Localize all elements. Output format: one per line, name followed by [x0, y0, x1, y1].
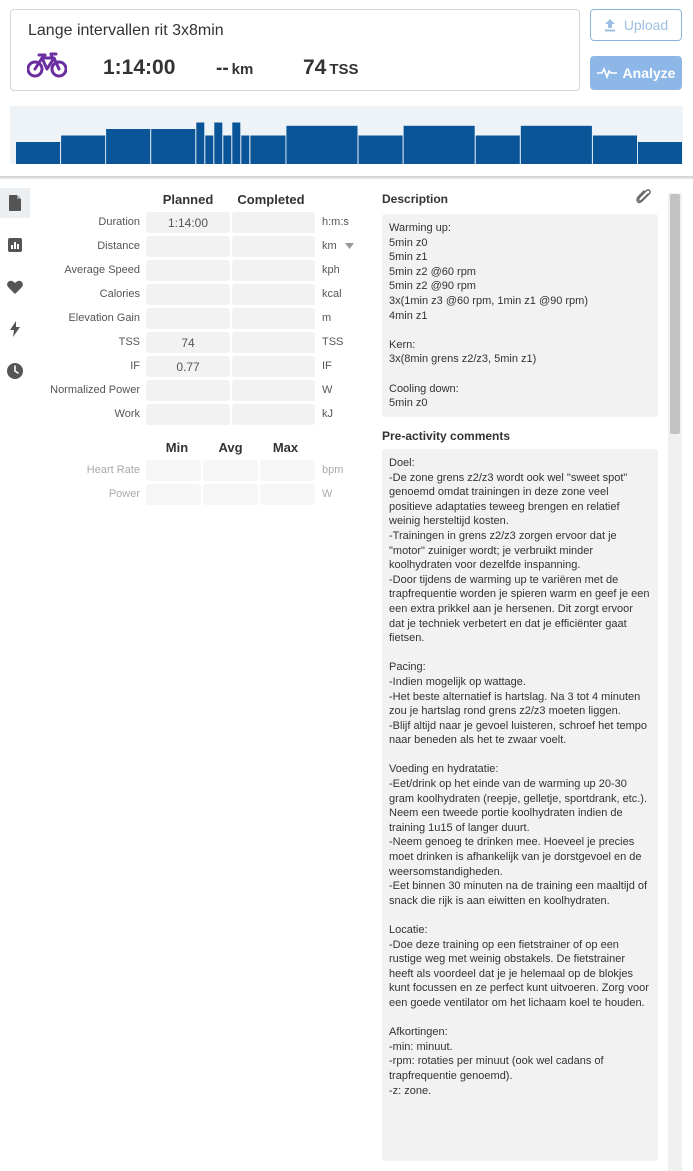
metric-unit-duration: h:m:s: [322, 216, 349, 228]
range-unit-heart-rate: bpm: [322, 464, 344, 476]
metric-unit-average-speed: kph: [322, 264, 340, 276]
workout-structure-graph[interactable]: [10, 106, 683, 164]
scrollbar-thumb[interactable]: [670, 194, 680, 434]
min-column-header: Min: [165, 440, 189, 455]
metric-label-distance: Distance: [97, 240, 140, 252]
metric-unit-work: kJ: [322, 408, 333, 420]
metric-completed-calories[interactable]: [232, 284, 315, 305]
metric-planned-normalized-power[interactable]: [146, 380, 230, 401]
workout-segment-bar[interactable]: [404, 126, 475, 164]
nav-summary-tab[interactable]: [0, 188, 30, 218]
workout-segment-bar[interactable]: [286, 126, 357, 164]
comments-title: Pre-activity comments: [382, 429, 511, 443]
header-divider: [0, 176, 693, 179]
heart-icon: [7, 280, 23, 294]
workout-header-card: [10, 9, 580, 91]
range-label-power: Power: [108, 488, 140, 500]
paperclip-icon[interactable]: [636, 188, 652, 206]
range-min-power: [146, 484, 201, 505]
upload-button[interactable]: Upload: [590, 9, 682, 41]
metric-label-work: Work: [114, 408, 140, 420]
metric-label-normalized-power: Normalized Power: [50, 384, 140, 396]
analyze-button[interactable]: Analyze: [590, 56, 682, 90]
range-min-heart-rate: [146, 460, 201, 481]
chevron-down-icon[interactable]: [345, 243, 354, 249]
nav-history-tab[interactable]: [0, 356, 30, 386]
workout-segment-bar[interactable]: [223, 136, 231, 165]
metric-planned-work[interactable]: [146, 404, 230, 425]
workout-segment-bar[interactable]: [205, 136, 213, 165]
metric-label-duration: Duration: [98, 216, 140, 228]
range-avg-heart-rate: [203, 460, 258, 481]
metric-planned-duration[interactable]: 1:14:00: [146, 212, 230, 233]
workout-segment-bar[interactable]: [232, 123, 240, 165]
metric-completed-distance[interactable]: [232, 236, 315, 257]
range-avg-power: [203, 484, 258, 505]
range-max-heart-rate: [260, 460, 315, 481]
metric-completed-elevation-gain[interactable]: [232, 308, 315, 329]
workout-segment-bar[interactable]: [196, 123, 204, 165]
nav-charts-tab[interactable]: [0, 230, 30, 260]
metric-planned-tss[interactable]: 74: [146, 332, 230, 353]
metric-planned-elevation-gain[interactable]: [146, 308, 230, 329]
metric-completed-duration[interactable]: [232, 212, 315, 233]
metric-unit-calories: kcal: [322, 288, 342, 300]
avg-column-header: Avg: [218, 440, 243, 455]
metric-label-elevation-gain: Elevation Gain: [68, 312, 140, 324]
comments-text[interactable]: Doel: -De zone grens z2/z3 wordt ook wel "sweet spot" genoemd omdat trainingen in deze zone veel positieve adaptaties teweeg brengen en relatief weinig hersteltijd kosten. -Trainingen in grens z2/z3 zorgen ervoor dat je "motor" zuiniger wordt; je verbruikt minder koolhydraten voor dezelfde inspanning. -Door tijdens de warming up te variëren met de trapfrequentie worden je spieren warm en geef je een een extra prikkel aan je hersenen. Dit zorgt ervoor dat je techniek verbetert en dat je efficiënter gaat fietsen. Pacing: -Indien mogelijk op wattage. -Het beste alternatief is hartslag. Na 3 tot 4 minuten zou je hartslag rond grens z2/z3 moeten liggen. -Blijf altijd naar je gevoel luisteren, schroef het tempo naar beneden als het te zwaar voelt. Voeding en hydratatie: -Eet/drink op het einde van de warming up 20-30 gram koolhydraten (reepje, gelletje, sportdrank, etc.). Neem een tweede portie koolhydraten indien de training 1u15 of langer duurt. -Neem genoeg te drinken mee. Hoeveel je precies moet drinken is afhankelijk van je dorstgevoel en de weersomstandigheden. -Eet binnen 30 minuten na de training een maaltijd of snack die rijk is aan eiwitten en koolhydraten. Locatie: -Doe deze training op een fietstrainer of op een rustige weg met weinig obstakels. De fietstrainer heeft als voordeel dat je je helemaal op de blokjes kunt focussen en ze perfect kunt uitvoeren. Zorg voor een goede ventilator om het lichaam koel te houden. Afkortingen: -min: minuut. -rpm: rotaties per minuut (ook wel cadans of trapfrequentie genoemd). -z: zone.: [382, 449, 658, 1161]
workout-segment-bar[interactable]: [106, 129, 150, 164]
metric-planned-average-speed[interactable]: [146, 260, 230, 281]
workout-segment-bar[interactable]: [638, 142, 682, 164]
workout-segment-bar[interactable]: [61, 136, 105, 165]
workout-title[interactable]: Lange intervallen rit 3x8min: [28, 22, 224, 39]
metric-label-average-speed: Average Speed: [64, 264, 140, 276]
header-duration: 1:14:00: [103, 56, 176, 79]
metric-planned-if[interactable]: 0.77: [146, 356, 230, 377]
clock-icon: [7, 363, 23, 379]
nav-health-tab[interactable]: [0, 272, 30, 302]
description-title: Description: [382, 192, 449, 206]
range-max-power: [260, 484, 315, 505]
metric-unit-normalized-power: W: [322, 384, 333, 396]
document-icon: [9, 195, 21, 211]
metric-completed-normalized-power[interactable]: [232, 380, 315, 401]
metric-unit-if: IF: [322, 360, 332, 372]
range-label-heart-rate: Heart Rate: [86, 464, 140, 476]
workout-segment-bar[interactable]: [593, 136, 637, 165]
workout-segment-bar[interactable]: [476, 136, 520, 165]
range-unit-power: W: [322, 488, 333, 500]
metric-unit-tss: TSS: [322, 336, 344, 348]
workout-segment-bar[interactable]: [241, 136, 249, 165]
bike-icon: [27, 52, 67, 78]
metric-label-if: IF: [130, 360, 140, 372]
metric-label-calories: Calories: [99, 288, 140, 300]
metric-planned-calories[interactable]: [146, 284, 230, 305]
completed-column-header: Completed: [237, 192, 305, 207]
upload-icon: [604, 18, 616, 32]
workout-segment-bar[interactable]: [359, 136, 403, 165]
metric-completed-average-speed[interactable]: [232, 260, 315, 281]
metric-completed-if[interactable]: [232, 356, 315, 377]
metric-planned-distance[interactable]: [146, 236, 230, 257]
planned-column-header: Planned: [162, 192, 214, 207]
metric-unit-elevation-gain: m: [322, 312, 332, 324]
workout-segment-bar[interactable]: [16, 142, 60, 164]
max-column-header: Max: [272, 440, 299, 455]
header-tss: 74 TSS: [303, 56, 359, 79]
workout-segment-bar[interactable]: [250, 136, 285, 165]
workout-segment-bar[interactable]: [521, 126, 592, 164]
metric-unit-distance[interactable]: km: [322, 240, 337, 252]
nav-power-tab[interactable]: [0, 314, 30, 344]
header-distance: -- km: [216, 58, 254, 79]
description-text[interactable]: Warming up: 5min z0 5min z1 5min z2 @60 rpm 5min z2 @90 rpm 3x(1min z3 @60 rpm, 1min z1 @90 rpm) 4min z1 Kern: 3x(8min grens z2/z3, 5min z1) Cooling down: 5min z0: [382, 214, 658, 417]
pulse-icon: [597, 67, 617, 79]
metric-label-tss: TSS: [118, 336, 140, 348]
metric-completed-work[interactable]: [232, 404, 315, 425]
lightning-icon: [10, 321, 20, 337]
workout-bars: [10, 106, 683, 164]
metric-completed-tss[interactable]: [232, 332, 315, 353]
workout-segment-bar[interactable]: [151, 129, 195, 164]
workout-segment-bar[interactable]: [214, 123, 222, 165]
chart-icon: [8, 238, 22, 252]
